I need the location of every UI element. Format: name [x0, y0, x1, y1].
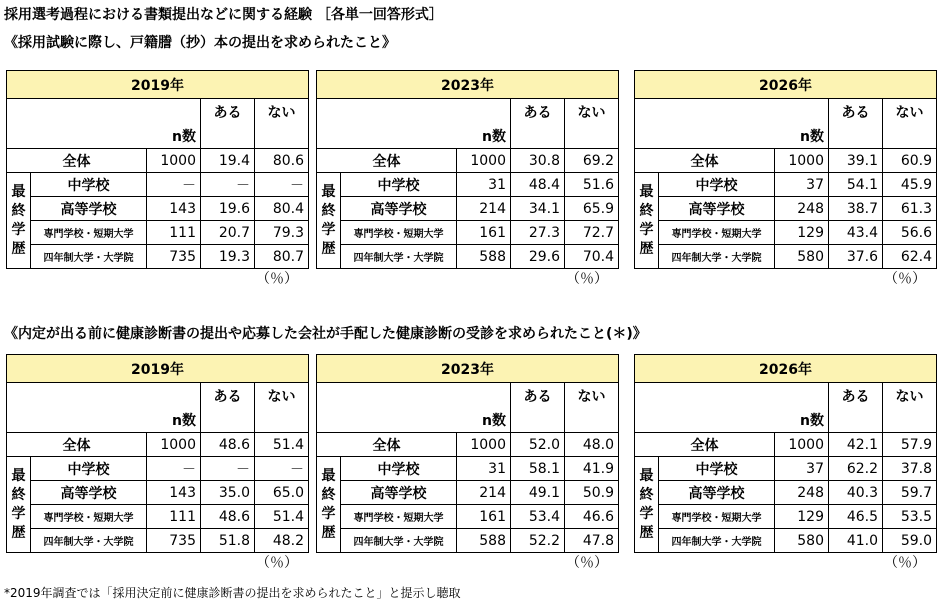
total-yes: 39.1 — [829, 149, 883, 173]
total-yes: 52.0 — [511, 433, 565, 457]
percent-unit: （％） — [256, 555, 298, 571]
survey-table — [316, 70, 619, 269]
row-label-high-school: 高等学校 — [31, 481, 147, 505]
university-no: 62.4 — [883, 245, 937, 269]
high-school-yes: 49.1 — [511, 481, 565, 505]
n-count-header: n数 — [775, 99, 829, 149]
junior-high-yes: － — [201, 457, 255, 481]
total-row-label: 全体 — [7, 149, 147, 173]
row-label-junior-high: 中学校 — [341, 457, 457, 481]
header-blank — [635, 99, 775, 149]
university-yes: 51.8 — [201, 529, 255, 553]
high-school-yes: 19.6 — [201, 197, 255, 221]
high-school-n: 248 — [775, 481, 829, 505]
high-school-no: 80.4 — [255, 197, 309, 221]
junior-high-n: 37 — [775, 457, 829, 481]
high-school-n: 143 — [147, 197, 201, 221]
high-school-yes: 40.3 — [829, 481, 883, 505]
university-no: 70.4 — [565, 245, 619, 269]
total-no: 60.9 — [883, 149, 937, 173]
junior-high-n: 31 — [457, 457, 511, 481]
high-school-no: 65.9 — [565, 197, 619, 221]
page-title: 採用選考過程における書類提出などに関する経験 ［各単一回答形式］ — [4, 7, 443, 23]
year-header: 2019年 — [7, 71, 309, 99]
education-side-label: 最終学歴 — [317, 173, 341, 269]
junior-high-no: 45.9 — [883, 173, 937, 197]
table-2019-health-check — [6, 354, 308, 573]
total-n: 1000 — [775, 433, 829, 457]
n-count-header: n数 — [775, 383, 829, 433]
row-label-vocational: 専門学校・短期大学 — [31, 505, 147, 529]
vocational-n: 129 — [775, 221, 829, 245]
junior-high-no: 41.9 — [565, 457, 619, 481]
percent-unit: （％） — [566, 555, 608, 571]
header-blank — [635, 383, 775, 433]
junior-high-no: 51.6 — [565, 173, 619, 197]
junior-high-n: 37 — [775, 173, 829, 197]
junior-high-no: 37.8 — [883, 457, 937, 481]
row-label-high-school: 高等学校 — [31, 197, 147, 221]
total-no: 51.4 — [255, 433, 309, 457]
survey-table — [316, 354, 619, 553]
university-yes: 52.2 — [511, 529, 565, 553]
table-2023-family-register — [316, 70, 618, 289]
total-no: 69.2 — [565, 149, 619, 173]
percent-unit: （％） — [884, 555, 926, 571]
education-side-label: 最終学歴 — [317, 457, 341, 553]
junior-high-yes: 54.1 — [829, 173, 883, 197]
yes-header: ある — [201, 383, 255, 433]
total-row-label: 全体 — [635, 433, 775, 457]
row-label-vocational: 専門学校・短期大学 — [659, 505, 775, 529]
row-label-university: 四年制大学・大学院 — [341, 529, 457, 553]
education-side-label: 最終学歴 — [635, 173, 659, 269]
vocational-n: 161 — [457, 221, 511, 245]
n-count-header: n数 — [457, 383, 511, 433]
no-header: ない — [255, 99, 309, 149]
row-label-high-school: 高等学校 — [659, 481, 775, 505]
total-no: 80.6 — [255, 149, 309, 173]
no-header: ない — [883, 99, 937, 149]
total-n: 1000 — [775, 149, 829, 173]
survey-table — [6, 354, 309, 553]
row-label-junior-high: 中学校 — [31, 173, 147, 197]
education-side-label: 最終学歴 — [7, 173, 31, 269]
total-yes: 42.1 — [829, 433, 883, 457]
vocational-n: 111 — [147, 221, 201, 245]
education-side-label: 最終学歴 — [635, 457, 659, 553]
high-school-yes: 38.7 — [829, 197, 883, 221]
vocational-no: 46.6 — [565, 505, 619, 529]
total-n: 1000 — [147, 433, 201, 457]
junior-high-no: － — [255, 457, 309, 481]
high-school-no: 65.0 — [255, 481, 309, 505]
total-row-label: 全体 — [635, 149, 775, 173]
total-yes: 48.6 — [201, 433, 255, 457]
high-school-yes: 35.0 — [201, 481, 255, 505]
yes-header: ある — [829, 99, 883, 149]
high-school-no: 50.9 — [565, 481, 619, 505]
total-no: 48.0 — [565, 433, 619, 457]
row-label-junior-high: 中学校 — [659, 457, 775, 481]
junior-high-yes: 58.1 — [511, 457, 565, 481]
vocational-yes: 20.7 — [201, 221, 255, 245]
table-2023-health-check — [316, 354, 618, 573]
university-no: 59.0 — [883, 529, 937, 553]
row-label-high-school: 高等学校 — [341, 481, 457, 505]
vocational-no: 79.3 — [255, 221, 309, 245]
header-blank — [7, 99, 147, 149]
no-header: ない — [565, 383, 619, 433]
no-header: ない — [883, 383, 937, 433]
high-school-yes: 34.1 — [511, 197, 565, 221]
high-school-no: 59.7 — [883, 481, 937, 505]
university-n: 580 — [775, 529, 829, 553]
vocational-yes: 43.4 — [829, 221, 883, 245]
yes-header: ある — [511, 383, 565, 433]
section-title-health-check: 《内定が出る前に健康診断書の提出や応募した会社が手配した健康診断の受診を求められたこと(＊)》 — [4, 326, 647, 342]
university-n: 735 — [147, 529, 201, 553]
total-n: 1000 — [147, 149, 201, 173]
row-label-university: 四年制大学・大学院 — [31, 529, 147, 553]
university-no: 80.7 — [255, 245, 309, 269]
header-blank — [317, 99, 457, 149]
year-header: 2019年 — [7, 355, 309, 383]
junior-high-no: － — [255, 173, 309, 197]
row-label-vocational: 専門学校・短期大学 — [341, 505, 457, 529]
university-yes: 29.6 — [511, 245, 565, 269]
table-2026-health-check — [634, 354, 936, 573]
header-blank — [317, 383, 457, 433]
n-count-header: n数 — [147, 383, 201, 433]
row-label-high-school: 高等学校 — [341, 197, 457, 221]
yes-header: ある — [511, 99, 565, 149]
no-header: ない — [565, 99, 619, 149]
yes-header: ある — [201, 99, 255, 149]
junior-high-yes: － — [201, 173, 255, 197]
vocational-no: 53.5 — [883, 505, 937, 529]
percent-unit: （％） — [256, 271, 298, 287]
vocational-no: 56.6 — [883, 221, 937, 245]
row-label-university: 四年制大学・大学院 — [659, 245, 775, 269]
junior-high-n: － — [147, 457, 201, 481]
row-label-vocational: 専門学校・短期大学 — [659, 221, 775, 245]
row-label-university: 四年制大学・大学院 — [659, 529, 775, 553]
n-count-header: n数 — [147, 99, 201, 149]
row-label-university: 四年制大学・大学院 — [31, 245, 147, 269]
university-n: 588 — [457, 529, 511, 553]
university-n: 588 — [457, 245, 511, 269]
total-row-label: 全体 — [317, 433, 457, 457]
vocational-yes: 48.6 — [201, 505, 255, 529]
university-yes: 37.6 — [829, 245, 883, 269]
row-label-university: 四年制大学・大学院 — [341, 245, 457, 269]
high-school-no: 61.3 — [883, 197, 937, 221]
junior-high-n: － — [147, 173, 201, 197]
row-label-junior-high: 中学校 — [341, 173, 457, 197]
survey-table — [634, 354, 937, 553]
row-label-high-school: 高等学校 — [659, 197, 775, 221]
no-header: ない — [255, 383, 309, 433]
junior-high-yes: 62.2 — [829, 457, 883, 481]
total-row-label: 全体 — [7, 433, 147, 457]
total-yes: 19.4 — [201, 149, 255, 173]
university-n: 580 — [775, 245, 829, 269]
total-no: 57.9 — [883, 433, 937, 457]
row-label-vocational: 専門学校・短期大学 — [341, 221, 457, 245]
university-yes: 19.3 — [201, 245, 255, 269]
row-label-vocational: 専門学校・短期大学 — [31, 221, 147, 245]
percent-unit: （％） — [884, 271, 926, 287]
year-header: 2026年 — [635, 355, 937, 383]
year-header: 2023年 — [317, 355, 619, 383]
survey-table — [6, 70, 309, 269]
survey-table — [634, 70, 937, 269]
university-no: 48.2 — [255, 529, 309, 553]
education-side-label: 最終学歴 — [7, 457, 31, 553]
vocational-no: 72.7 — [565, 221, 619, 245]
university-no: 47.8 — [565, 529, 619, 553]
university-n: 735 — [147, 245, 201, 269]
table-2019-family-register — [6, 70, 308, 289]
total-row-label: 全体 — [317, 149, 457, 173]
university-yes: 41.0 — [829, 529, 883, 553]
total-n: 1000 — [457, 149, 511, 173]
vocational-no: 51.4 — [255, 505, 309, 529]
high-school-n: 214 — [457, 481, 511, 505]
year-header: 2023年 — [317, 71, 619, 99]
vocational-n: 129 — [775, 505, 829, 529]
n-count-header: n数 — [457, 99, 511, 149]
percent-unit: （％） — [566, 271, 608, 287]
junior-high-yes: 48.4 — [511, 173, 565, 197]
vocational-n: 111 — [147, 505, 201, 529]
yes-header: ある — [829, 383, 883, 433]
vocational-n: 161 — [457, 505, 511, 529]
vocational-yes: 27.3 — [511, 221, 565, 245]
table-2026-family-register — [634, 70, 936, 289]
high-school-n: 248 — [775, 197, 829, 221]
row-label-junior-high: 中学校 — [31, 457, 147, 481]
section-title-family-register: 《採用試験に際し、戸籍謄（抄）本の提出を求められたこと》 — [4, 35, 396, 51]
header-blank — [7, 383, 147, 433]
high-school-n: 214 — [457, 197, 511, 221]
vocational-yes: 46.5 — [829, 505, 883, 529]
row-label-junior-high: 中学校 — [659, 173, 775, 197]
total-yes: 30.8 — [511, 149, 565, 173]
junior-high-n: 31 — [457, 173, 511, 197]
total-n: 1000 — [457, 433, 511, 457]
vocational-yes: 53.4 — [511, 505, 565, 529]
year-header: 2026年 — [635, 71, 937, 99]
footnote: *2019年調査では「採用決定前に健康診断書の提出を求められたこと」と提示し聴取 — [4, 586, 461, 600]
high-school-n: 143 — [147, 481, 201, 505]
